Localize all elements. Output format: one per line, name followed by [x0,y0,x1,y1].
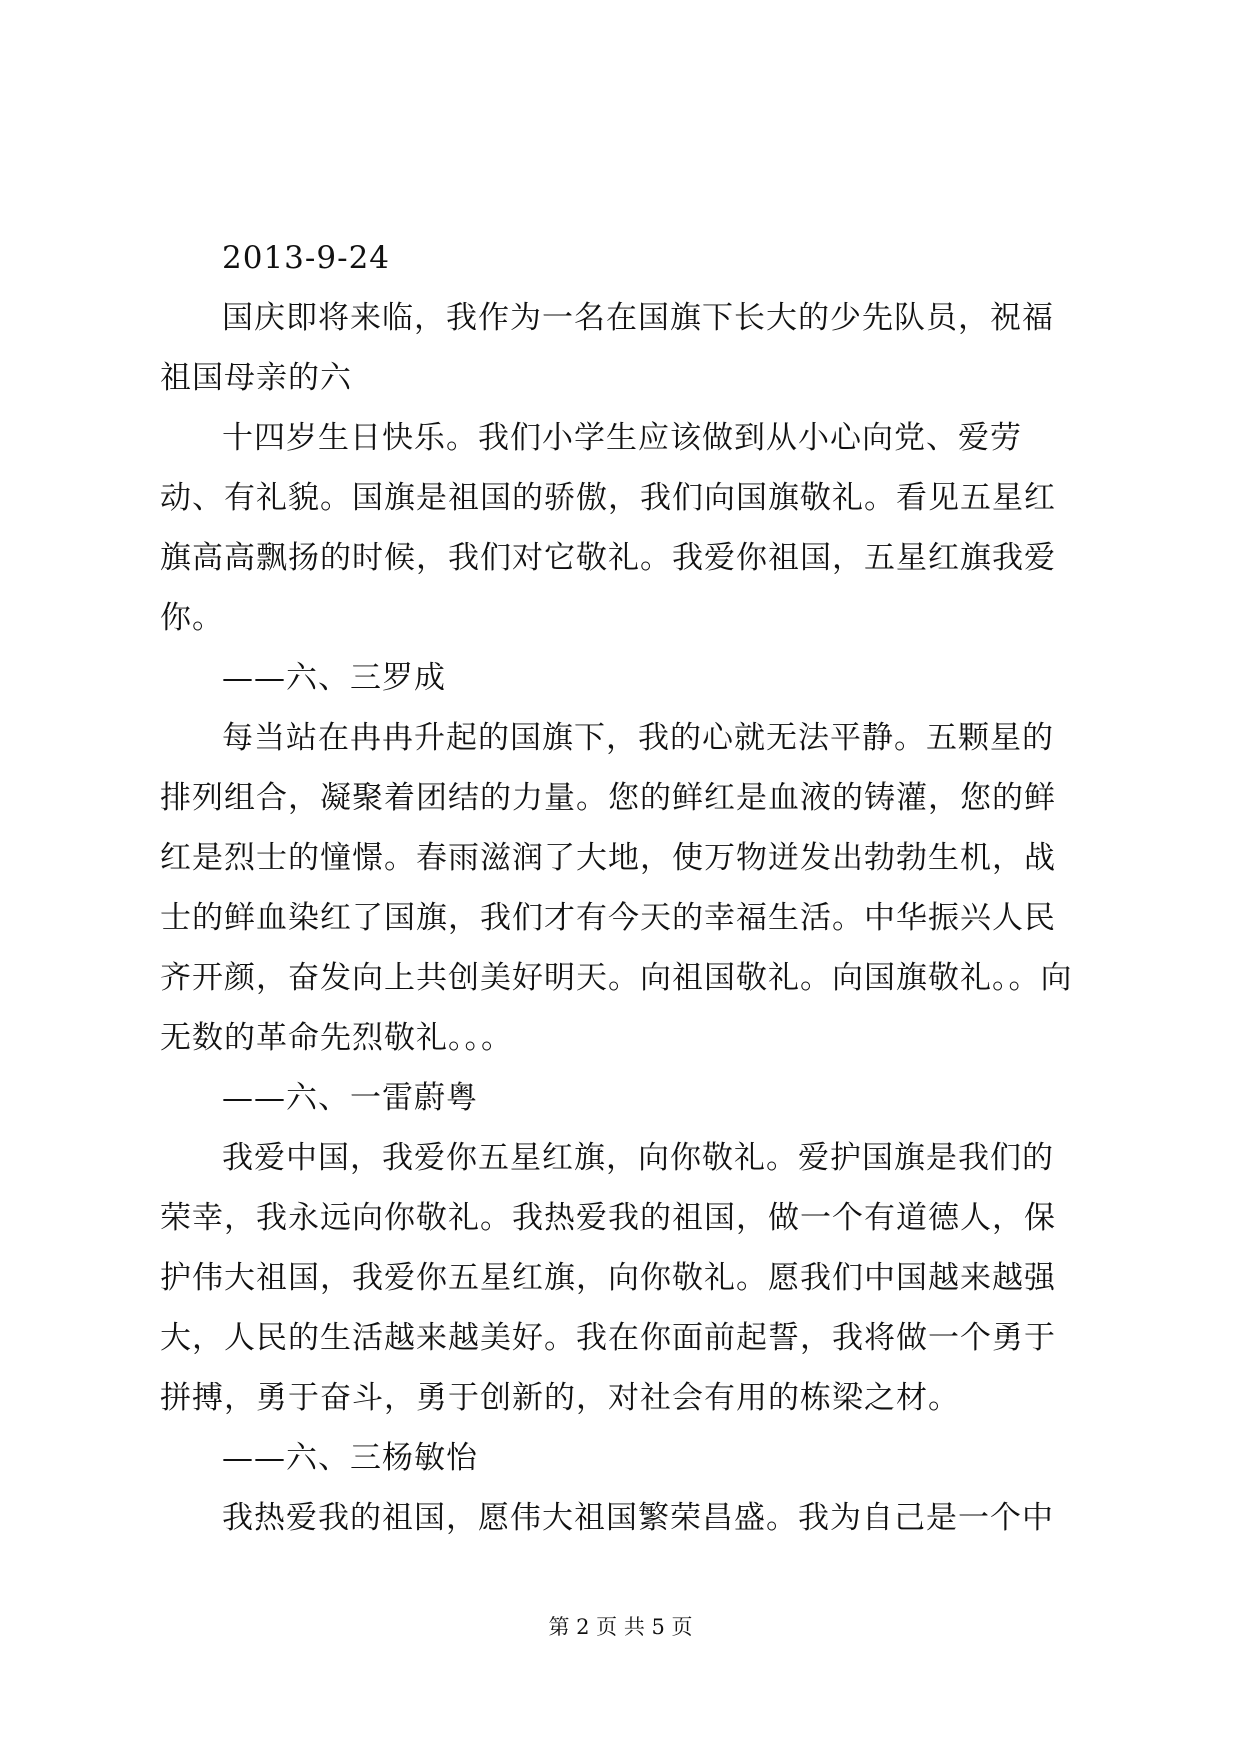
signature-line: ——六、一雷蔚粤 [222,1080,478,1116]
signature-line: ——六、三杨敏怡 [222,1440,478,1476]
document-body [160,228,1085,1548]
paragraph: 每当站在冉冉升起的国旗下，我的心就无法平静。五颗星的排列组合，凝聚着团结的力量。您的鲜红是血液的铸灌，您的鲜红是烈士的憧憬。春雨滋润了大地，使万物迸发出勃勃生机，战士的鲜血染红了国旗，我们才有今天的幸福生活。中华振兴人民齐开颜，奋发向上共创美好明天。向祖国敬礼。向国旗敬礼。。向无数的革命先烈敬礼。。。 [160,720,1073,1056]
paragraph: 我爱中国，我爱你五星红旗，向你敬礼。爱护国旗是我们的荣幸，我永远向你敬礼。我热爱我的祖国，做一个有道德人，保护伟大祖国，我爱你五星红旗，向你敬礼。愿我们中国越来越强大，人民的生活越来越美好。我在你面前起誓，我将做一个勇于拼搏，勇于奋斗，勇于创新的，对社会有用的栋梁之材。 [160,1140,1056,1416]
paragraph: 国庆即将来临，我作为一名在国旗下长大的少先队员，祝福祖国母亲的六 [160,300,1054,396]
document-date: 2013-9-24 [222,240,391,276]
paragraph: 十四岁生日快乐。我们小学生应该做到从小心向党、爱劳动、有礼貌。国旗是祖国的骄傲，我们向国旗敬礼。看见五星红旗高高飘扬的时候，我们对它敬礼。我爱你祖国，五星红旗我爱你。 [160,420,1056,636]
page-number-footer: 第 2 页 共 5 页 [548,1615,693,1639]
paragraph: 我热爱我的祖国，愿伟大祖国繁荣昌盛。我为自己是一个中 [222,1500,1054,1536]
signature-line: ——六、三罗成 [222,660,446,696]
